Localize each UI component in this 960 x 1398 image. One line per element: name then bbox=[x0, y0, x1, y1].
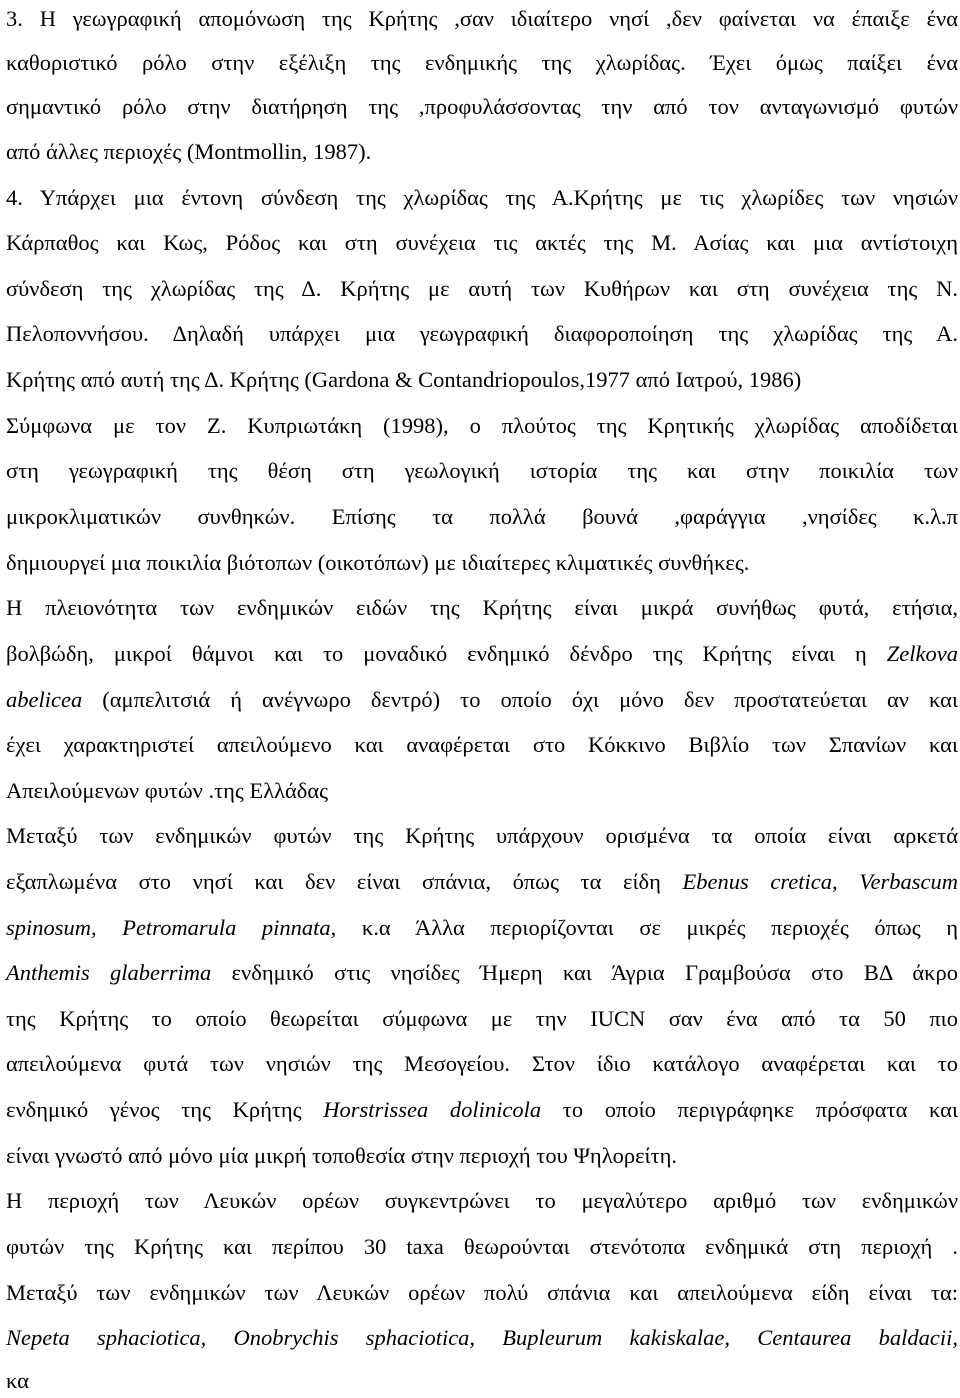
text-line: 4. Υπάρχει μια έντονη σύνδεση της χλωρίδας της Α.Κρήτης με τις χλωρίδες των νησιών bbox=[6, 185, 958, 210]
text-line: Απειλούμενων φυτών .της Ελλάδας bbox=[6, 778, 329, 803]
text-line: σημαντικό ρόλο στην διατήρηση της ,προφυλάσσοντας την από τον ανταγωνισμό φυτών bbox=[6, 94, 958, 119]
species-name: Ebenus cretica, Verbascum bbox=[682, 869, 958, 894]
text-line: απειλούμενα φυτά των νησιών της Μεσογείου. Στον ίδιο κατάλογο αναφέρεται και το bbox=[6, 1051, 958, 1076]
text-line: φυτών της Κρήτης και περίπου 30 taxa θεωρούνται στενότοπα ενδημικά στη περιοχή . bbox=[6, 1234, 958, 1259]
text-line bbox=[6, 1321, 958, 1355]
text-line: abelicea (αμπελιτσιά ή ανέγνωρο δεντρό) το οποίο όχι μόνο δεν προστατεύεται αν και bbox=[6, 687, 958, 712]
text-line: της Κρήτης το οποίο θεωρείται σύμφωνα με την IUCN σαν ένα από τα 50 πιο bbox=[6, 1006, 958, 1031]
document-page bbox=[6, 0, 958, 1398]
text-line: Σύμφωνα με τον Ζ. Κυπριωτάκη (1998), ο πλούτος της Κρητικής χλωρίδας αποδίδεται bbox=[6, 413, 958, 438]
text-line: Anthemis glaberrima ενδημικό στις νησίδες Ήμερη και Άγρια Γραμβούσα στο ΒΔ άκρο bbox=[6, 960, 958, 985]
text-line: βολβώδη, μικροί θάμνοι και το μοναδικό ενδημικό δένδρο της Κρήτης είναι η Zelkova bbox=[6, 641, 958, 666]
species-name: Anthemis glaberrima bbox=[6, 960, 212, 985]
text-line: δημιουργεί μια ποικιλία βιότοπων (οικοτόπων) με ιδιαίτερες κλιματικές συνθήκες. bbox=[6, 550, 750, 575]
text-line: στη γεωγραφική της θέση στη γεωλογική ιστορία της και στην ποικιλία των bbox=[6, 458, 958, 483]
text-line: ενδημικό γένος της Κρήτης Horstrissea dolinicola το οποίο περιγράφηκε πρόσφατα και bbox=[6, 1097, 958, 1122]
text-line: από άλλες περιοχές (Montmollin, 1987). bbox=[6, 139, 372, 164]
text-line: μικροκλιματικών συνθηκών. Επίσης τα πολλά βουνά ,φαράγγια ,νησίδες κ.λ.π bbox=[6, 504, 958, 529]
text-line: έχει χαρακτηριστεί απειλούμενο και αναφέρεται στο Κόκκινο Βιβλίο των Σπανίων και bbox=[6, 732, 958, 757]
text-line: spinosum, Petromarula pinnata, κ.α Άλλα περιορίζονται σε μικρές περιοχές όπως η bbox=[6, 915, 958, 940]
species-name: abelicea bbox=[6, 687, 83, 712]
species-name: Horstrissea dolinicola bbox=[323, 1097, 542, 1122]
text-line: Κρήτης από αυτή της Δ. Κρήτης (Gardona & Contandriopoulos,1977 από Ιατρού, 1986) bbox=[6, 367, 802, 392]
text-line: καθοριστικό ρόλο στην εξέλιξη της ενδημικής της χλωρίδας. Έχει όμως παίξει ένα bbox=[6, 50, 958, 75]
text-line: κα bbox=[6, 1368, 29, 1393]
text-line: είναι γνωστό από μόνο μία μικρή τοποθεσία στην περιοχή του Ψηλορείτη. bbox=[6, 1143, 678, 1168]
species-name: Nepeta sphaciotica, Onobrychis sphaciotica, Bupleurum kakiskalae, Centaurea baldacii, bbox=[6, 1325, 958, 1350]
text-line: Κάρπαθος και Κως, Ρόδος και στη συνέχεια τις ακτές της Μ. Ασίας και μια αντίστοιχη bbox=[6, 230, 958, 255]
text-line: 3. Η γεωγραφική απομόνωση της Κρήτης ,σαν ιδιαίτερο νησί ,δεν φαίνεται να έπαιξε ένα bbox=[6, 6, 958, 31]
text-line: Μεταξύ των ενδημικών φυτών της Κρήτης υπάρχουν ορισμένα τα οποία είναι αρκετά bbox=[6, 823, 958, 848]
text-line: Η πλειονότητα των ενδημικών ειδών της Κρήτης είναι μικρά συνήθως φυτά, ετήσια, bbox=[6, 595, 958, 620]
text-line: Η περιοχή των Λευκών ορέων συγκεντρώνει το μεγαλύτερο αριθμό των ενδημικών bbox=[6, 1188, 958, 1213]
species-name: spinosum, Petromarula pinnata, bbox=[6, 915, 337, 940]
species-name: Zelkova bbox=[886, 641, 958, 666]
text-line: Μεταξύ των ενδημικών των Λευκών ορέων πολύ σπάνια και απειλούμενα είδη είναι τα: bbox=[6, 1280, 958, 1305]
text-line: εξαπλωμένα στο νησί και δεν είναι σπάνια, όπως τα είδη Ebenus cretica, Verbascum bbox=[6, 869, 958, 894]
text-line: σύνδεση της χλωρίδας της Δ. Κρήτης με αυτή των Κυθήρων και στη συνέχεια της Ν. bbox=[6, 276, 958, 301]
text-line: Πελοποννήσου. Δηλαδή υπάρχει μια γεωγραφική διαφοροποίηση της χλωρίδας της Α. bbox=[6, 321, 958, 346]
